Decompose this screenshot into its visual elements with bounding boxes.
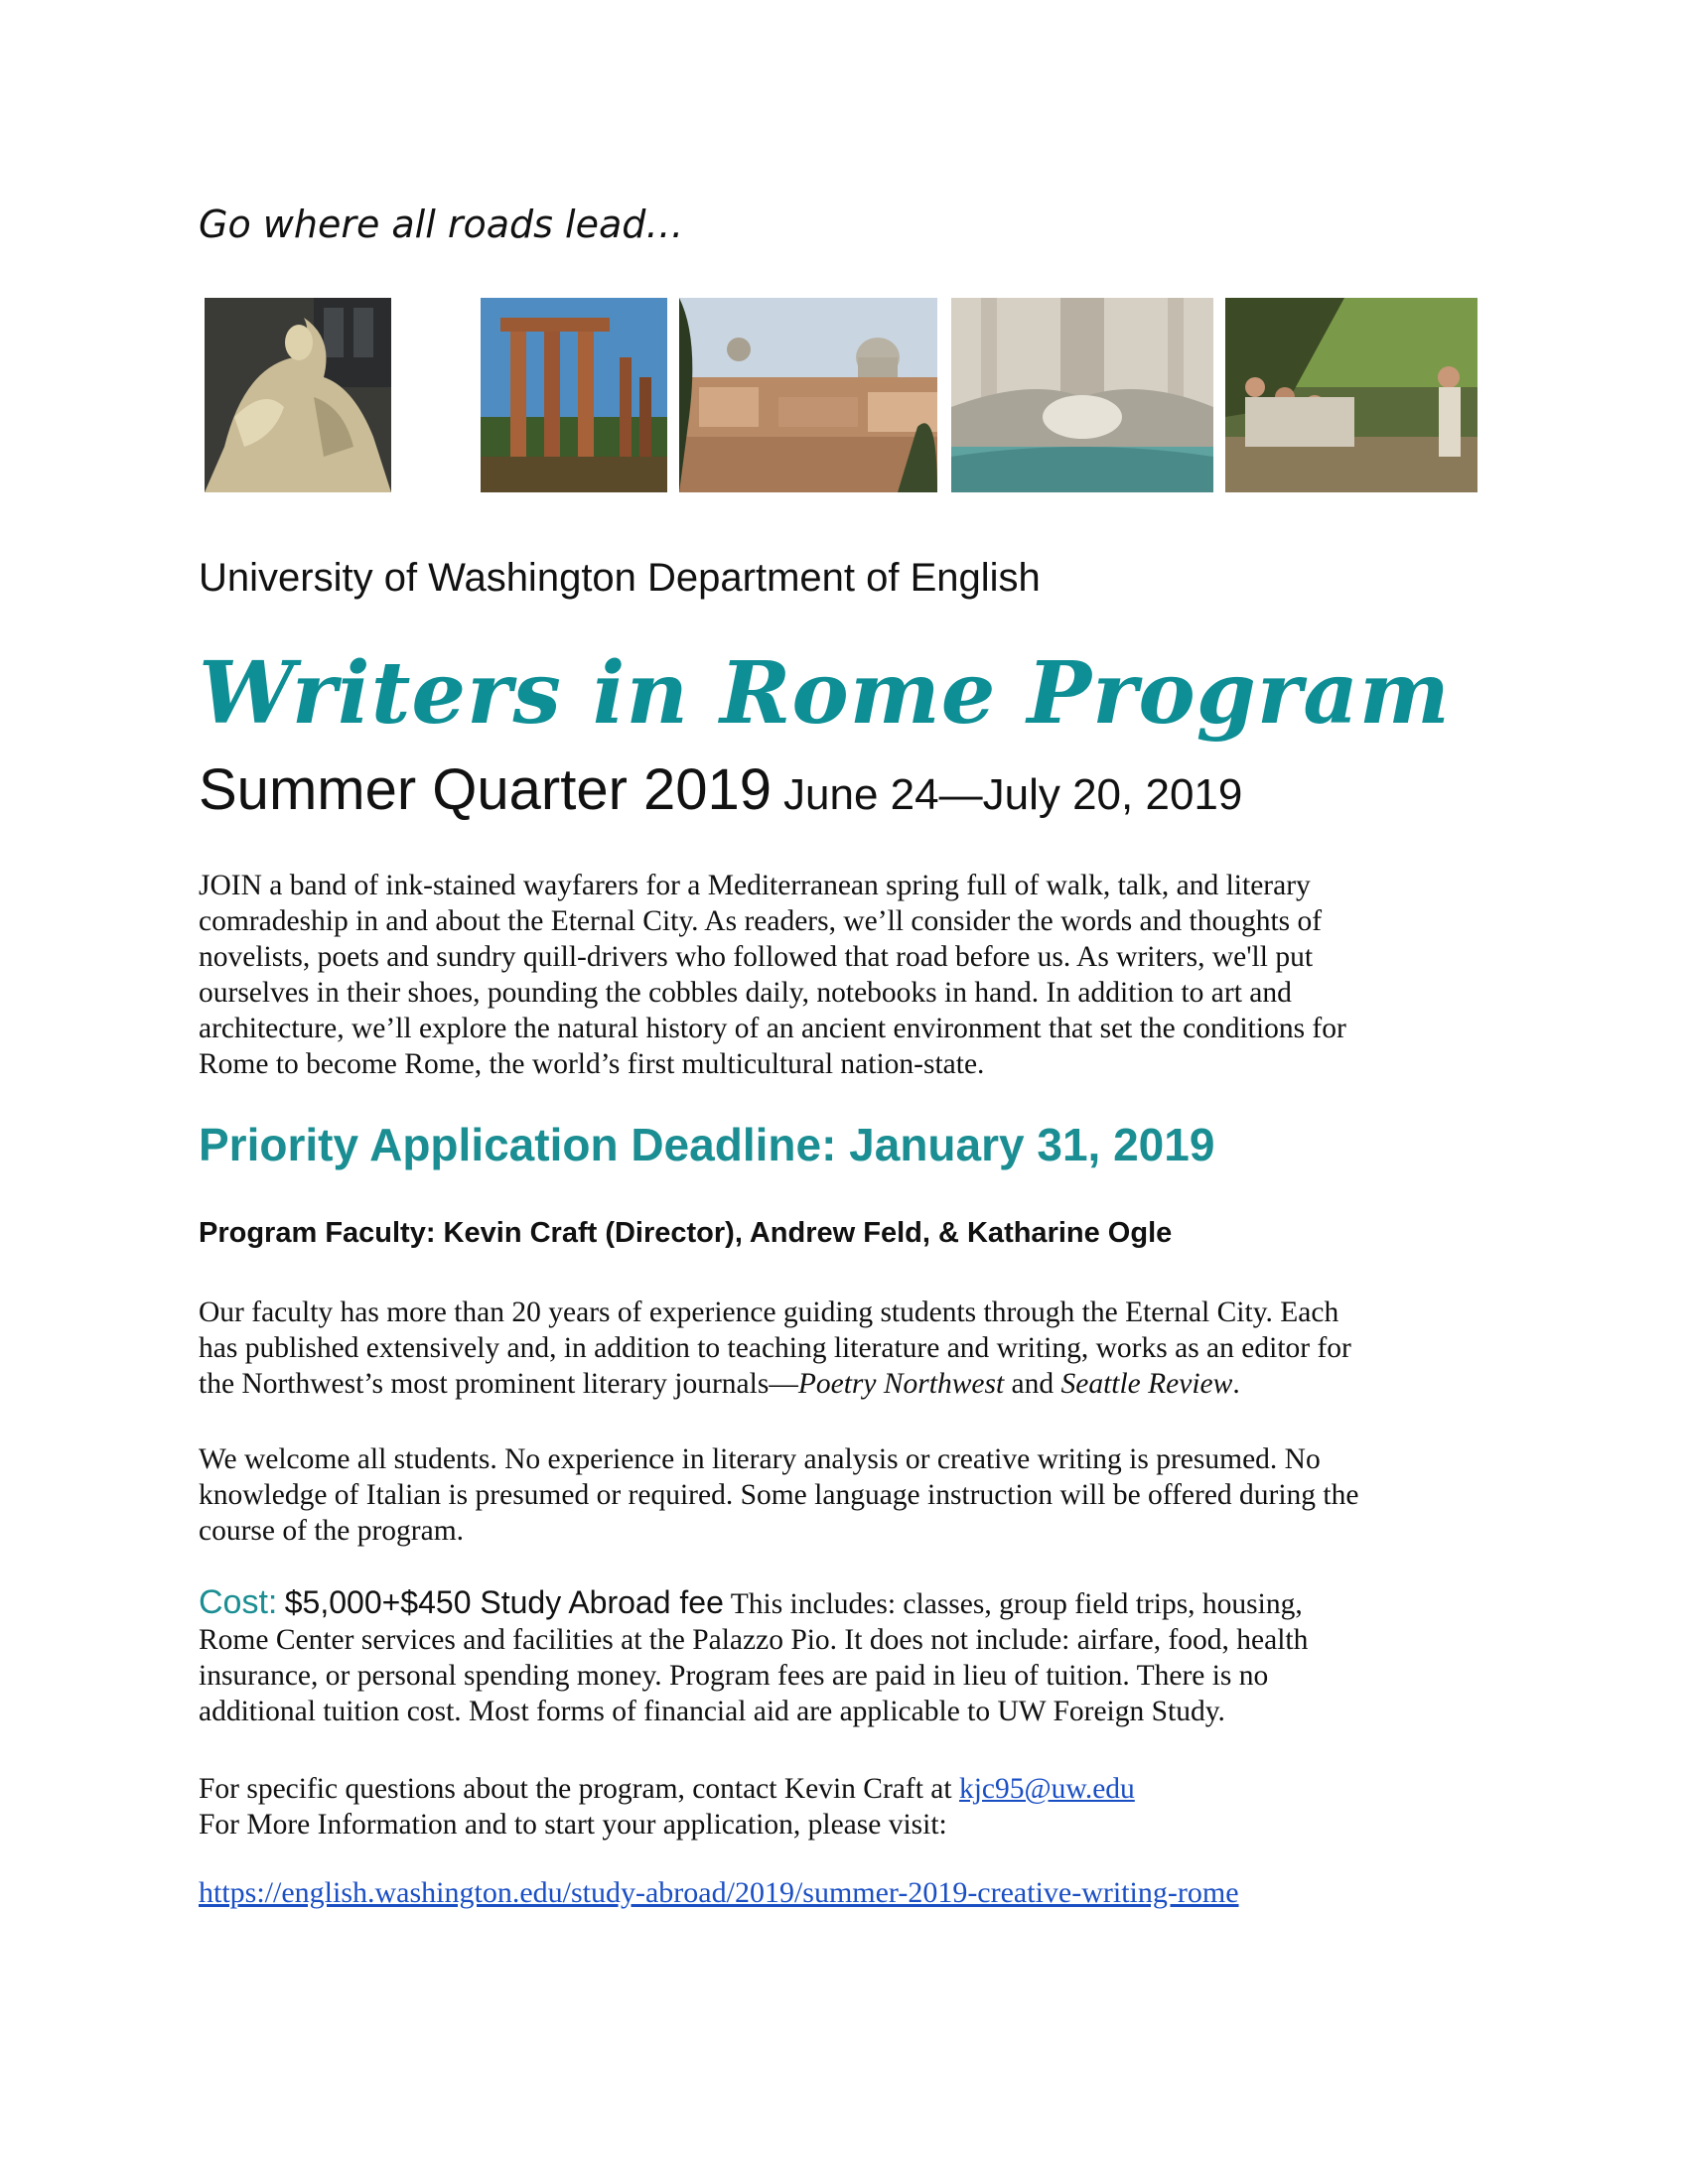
journal-seattle-review: Seattle Review xyxy=(1060,1368,1233,1400)
faculty-heading: Program Faculty: Kevin Craft (Director), Andrew Feld, & Katharine Ogle xyxy=(199,1217,1173,1249)
intro-line: JOIN a band of ink-stained wayfarers for a Mediterranean spring full of walk, talk, and literary xyxy=(199,870,1311,901)
application-url-link[interactable]: https://english.washington.edu/study-abroad/2019/summer-2019-creative-writing-rome xyxy=(199,1876,1239,1909)
trevi-fountain-photo xyxy=(951,298,1213,492)
contact-line: For More Information and to start your application, please visit: xyxy=(199,1809,947,1841)
email-link[interactable]: kjc95@uw.edu xyxy=(958,1773,1135,1805)
experience-line: has published extensively and, in addition to teaching literature and writing, works as an editor for xyxy=(199,1332,1351,1364)
department-heading: University of Washington Department of English xyxy=(199,556,1041,600)
intro-line: architecture, we’ll explore the natural history of an ancient environment that set the conditions for xyxy=(199,1013,1346,1044)
intro-line: Rome to become Rome, the world’s first multicultural nation-state. xyxy=(199,1048,985,1080)
intro-line: ourselves in their shoes, pounding the cobbles daily, notebooks in hand. In addition to art and xyxy=(199,977,1292,1009)
tagline: Go where all roads lead… xyxy=(199,203,684,246)
experience-line-prefix: the Northwest’s most prominent literary journals— xyxy=(199,1368,798,1400)
contact-prefix: For specific questions about the program, contact Kevin Craft at xyxy=(199,1773,959,1805)
cost-line: Rome Center services and facilities at the Palazzo Pio. It does not include: airfare, food, health xyxy=(199,1624,1309,1656)
cost-line: additional tuition cost. Most forms of financial aid are applicable to UW Foreign Study. xyxy=(199,1696,1225,1727)
experience-paragraph xyxy=(199,1295,1351,1402)
quarter-name: Summer Quarter 2019 xyxy=(199,757,773,822)
journal-poetry-northwest: Poetry Northwest xyxy=(797,1368,1005,1400)
experience-line xyxy=(199,1366,1351,1402)
cost-includes-text: This includes: classes, group field trips, housing, xyxy=(723,1588,1303,1620)
welcome-paragraph xyxy=(199,1441,1358,1549)
students-group-photo xyxy=(1225,298,1477,492)
cost-label: Cost: xyxy=(199,1583,278,1621)
rome-skyline-photo xyxy=(679,298,937,492)
forum-ruins-photo xyxy=(481,298,667,492)
deadline-heading: Priority Application Deadline: January 31, 2019 xyxy=(199,1119,1215,1170)
photo-strip xyxy=(205,298,1477,492)
quarter-dates: June 24—July 20, 2019 xyxy=(783,770,1243,819)
intro-line: comradeship in and about the Eternal City. As readers, we’ll consider the words and thoughts of xyxy=(199,905,1323,937)
experience-line: Our faculty has more than 20 years of experience guiding students through the Eternal City. Each xyxy=(199,1297,1339,1328)
cost-paragraph xyxy=(199,1584,1308,1729)
journal-connector: and xyxy=(1004,1368,1061,1400)
intro-paragraph xyxy=(199,868,1346,1082)
experience-period: . xyxy=(1232,1368,1240,1400)
horse-sculpture-photo xyxy=(205,298,391,492)
contact-line xyxy=(199,1771,1135,1807)
welcome-line: knowledge of Italian is presumed or required. Some language instruction will be offered during the xyxy=(199,1479,1359,1511)
quarter-heading xyxy=(199,756,1242,823)
contact-paragraph xyxy=(199,1771,1135,1843)
welcome-line: We welcome all students. No experience in literary analysis or creative writing is presumed. No xyxy=(199,1443,1321,1475)
cost-line: insurance, or personal spending money. Program fees are paid in lieu of tuition. There is no xyxy=(199,1660,1269,1692)
program-title: Writers in Rome Program xyxy=(199,643,1451,744)
welcome-line: course of the program. xyxy=(199,1515,465,1547)
cost-line xyxy=(199,1584,1308,1622)
cost-value: $5,000+$450 Study Abroad fee xyxy=(284,1584,724,1620)
intro-line: novelists, poets and sundry quill-drivers who followed that road before us. As writers, we'll put xyxy=(199,941,1314,973)
